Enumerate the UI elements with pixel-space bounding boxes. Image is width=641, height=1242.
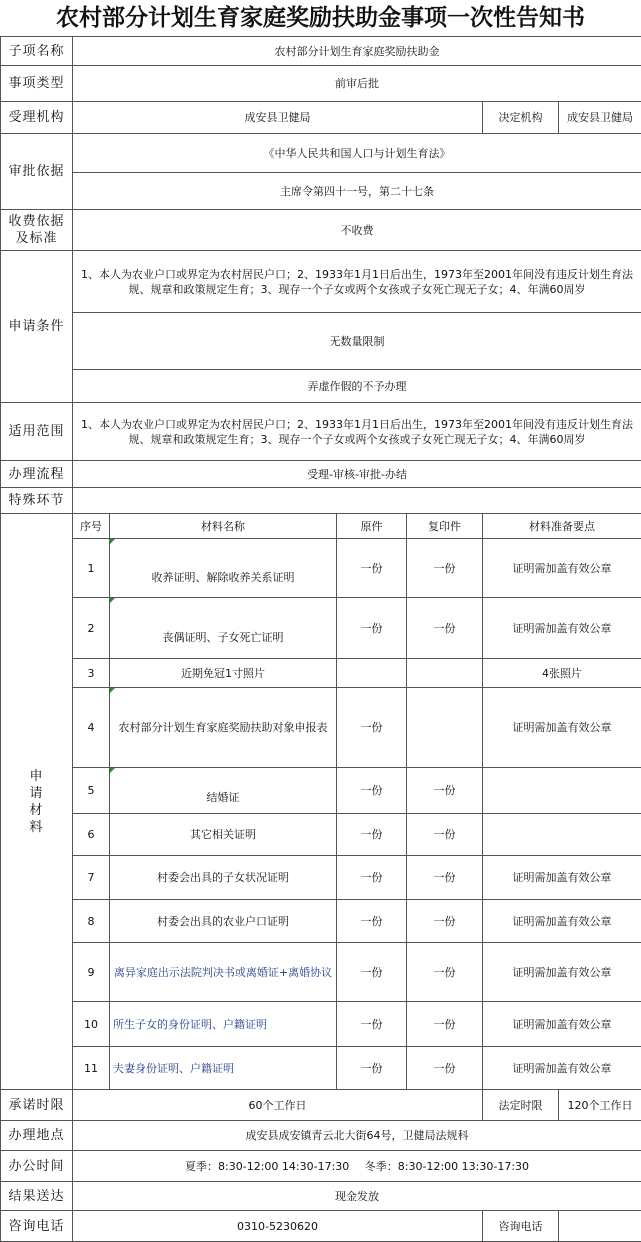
delivery-value: 现金发放 xyxy=(73,1182,641,1211)
scope-label: 适用范围 xyxy=(1,403,73,461)
material-note: 证明需加盖有效公章 xyxy=(483,856,641,900)
row-number: 10 xyxy=(73,1002,110,1047)
sub-item-value: 农村部分计划生育家庭奖励扶助金 xyxy=(73,37,641,66)
materials-header-name: 材料名称 xyxy=(110,514,337,539)
table-row xyxy=(1,688,641,768)
original-count: 一份 xyxy=(337,943,407,1002)
original-count: 一份 xyxy=(337,900,407,943)
row-number: 1 xyxy=(73,539,110,598)
decision-agency-label: 决定机构 xyxy=(483,102,559,134)
row-number: 11 xyxy=(73,1047,110,1090)
material-note: 证明需加盖有效公章 xyxy=(483,598,641,659)
process-label: 办理流程 xyxy=(1,461,73,488)
phone-label: 咨询电话 xyxy=(1,1211,73,1242)
copy-count: 一份 xyxy=(407,900,483,943)
material-name: 近期免冠1寸照片 xyxy=(110,659,337,688)
promise-value: 60个工作日 xyxy=(73,1090,483,1121)
copy-count: 一份 xyxy=(407,856,483,900)
conditions-text: 1、本人为农业户口或界定为农村居民户口；2、1933年1月1日后出生，1973年至2001年间没有违反计划生育法规、规章和政策规定生育；3、现存一个子女或两个女孩或子女死亡现无子女；4、年满60周岁 xyxy=(73,251,641,313)
table-row xyxy=(1,598,641,659)
table-row xyxy=(1,1047,641,1090)
conditions-quantity: 无数量限制 xyxy=(73,313,641,370)
row-number: 4 xyxy=(73,688,110,768)
material-name: 其它相关证明 xyxy=(110,814,337,856)
copy-count xyxy=(407,659,483,688)
original-count: 一份 xyxy=(337,768,407,814)
legal-time-label: 法定时限 xyxy=(483,1090,559,1121)
table-row xyxy=(1,768,641,814)
conditions-fraud: 弄虚作假的不予办理 xyxy=(73,370,641,403)
fee-label: 收费依据及标准 xyxy=(1,210,73,251)
table-row xyxy=(1,943,641,1002)
original-count: 一份 xyxy=(337,856,407,900)
location-value: 成安县成安镇青云北大街64号，卫健局法规科 xyxy=(73,1121,641,1151)
row-number: 9 xyxy=(73,943,110,1002)
copy-count: 一份 xyxy=(407,1002,483,1047)
row-number: 7 xyxy=(73,856,110,900)
material-note: 证明需加盖有效公章 xyxy=(483,539,641,598)
material-note: 证明需加盖有效公章 xyxy=(483,1002,641,1047)
material-name: 收养证明、解除收养关系证明 xyxy=(110,539,337,598)
materials-label: 申请材料 xyxy=(1,514,73,1090)
phone-value-2 xyxy=(559,1211,641,1242)
delivery-label: 结果送达 xyxy=(1,1182,73,1211)
basis-law: 《中华人民共和国人口与计划生育法》 xyxy=(73,134,641,173)
page-title: 农村部分计划生育家庭奖励扶助金事项一次性告知书 xyxy=(0,0,641,36)
original-count: 一份 xyxy=(337,1047,407,1090)
conditions-label: 申请条件 xyxy=(1,251,73,403)
materials-header-original: 原件 xyxy=(337,514,407,539)
table-row xyxy=(1,1002,641,1047)
material-name: 夫妻身份证明、户籍证明 xyxy=(110,1047,337,1090)
phone-label-2: 咨询电话 xyxy=(483,1211,559,1242)
row-number: 2 xyxy=(73,598,110,659)
row-number: 5 xyxy=(73,768,110,814)
copy-count xyxy=(407,688,483,768)
material-note: 证明需加盖有效公章 xyxy=(483,900,641,943)
hours-value xyxy=(73,1151,641,1182)
sub-item-label: 子项名称 xyxy=(1,37,73,66)
notice-table xyxy=(0,36,641,1242)
promise-label: 承诺时限 xyxy=(1,1090,73,1121)
material-note: 4张照片 xyxy=(483,659,641,688)
row-number: 6 xyxy=(73,814,110,856)
original-count: 一份 xyxy=(337,539,407,598)
original-count xyxy=(337,659,407,688)
copy-count: 一份 xyxy=(407,943,483,1002)
special-label: 特殊环节 xyxy=(1,488,73,514)
table-row xyxy=(1,900,641,943)
agency-value: 成安县卫健局 xyxy=(73,102,483,134)
material-name: 农村部分计划生育家庭奖励扶助对象申报表 xyxy=(110,688,337,768)
table-row xyxy=(1,659,641,688)
item-type-label: 事项类型 xyxy=(1,66,73,102)
original-count: 一份 xyxy=(337,1002,407,1047)
material-note xyxy=(483,814,641,856)
original-count: 一份 xyxy=(337,598,407,659)
original-count: 一份 xyxy=(337,688,407,768)
scope-text: 1、本人为农业户口或界定为农村居民户口；2、1933年1月1日后出生，1973年至2001年间没有违反计划生育法规、规章和政策规定生育；3、现存一个子女或两个女孩或子女死亡现无子女；4、年满60周岁 xyxy=(73,403,641,461)
basis-label: 审批依据 xyxy=(1,134,73,210)
material-name: 村委会出具的子女状况证明 xyxy=(110,856,337,900)
agency-label: 受理机构 xyxy=(1,102,73,134)
winter-hours: 冬季：8:30-12:00 13:30-17:30 xyxy=(365,1159,529,1174)
special-value xyxy=(73,488,641,514)
summer-hours: 夏季：8:30-12:00 14:30-17:30 xyxy=(185,1159,349,1174)
material-note: 证明需加盖有效公章 xyxy=(483,688,641,768)
table-row xyxy=(1,814,641,856)
fee-value: 不收费 xyxy=(73,210,641,251)
copy-count: 一份 xyxy=(407,598,483,659)
copy-count: 一份 xyxy=(407,1047,483,1090)
table-row xyxy=(1,539,641,598)
material-name: 丧偶证明、子女死亡证明 xyxy=(110,598,337,659)
basis-article: 主席令第四十一号，第二十七条 xyxy=(73,173,641,210)
material-note xyxy=(483,768,641,814)
materials-header-copy: 复印件 xyxy=(407,514,483,539)
location-label: 办理地点 xyxy=(1,1121,73,1151)
material-note: 证明需加盖有效公章 xyxy=(483,1047,641,1090)
item-type-value: 前审后批 xyxy=(73,66,641,102)
materials-header-no: 序号 xyxy=(73,514,110,539)
table-row xyxy=(1,856,641,900)
row-number: 3 xyxy=(73,659,110,688)
copy-count: 一份 xyxy=(407,539,483,598)
hours-label: 办公时间 xyxy=(1,1151,73,1182)
material-name: 村委会出具的农业户口证明 xyxy=(110,900,337,943)
copy-count: 一份 xyxy=(407,814,483,856)
materials-header-notes: 材料准备要点 xyxy=(483,514,641,539)
phone-value: 0310-5230620 xyxy=(73,1211,483,1242)
copy-count: 一份 xyxy=(407,768,483,814)
material-name: 结婚证 xyxy=(110,768,337,814)
row-number: 8 xyxy=(73,900,110,943)
material-note: 证明需加盖有效公章 xyxy=(483,943,641,1002)
material-name: 离异家庭出示法院判决书或离婚证+离婚协议 xyxy=(110,943,337,1002)
original-count: 一份 xyxy=(337,814,407,856)
material-name: 所生子女的身份证明、户籍证明 xyxy=(110,1002,337,1047)
process-value: 受理-审核-审批-办结 xyxy=(73,461,641,488)
legal-time-value: 120个工作日 xyxy=(559,1090,641,1121)
decision-agency-value: 成安县卫健局 xyxy=(559,102,641,134)
